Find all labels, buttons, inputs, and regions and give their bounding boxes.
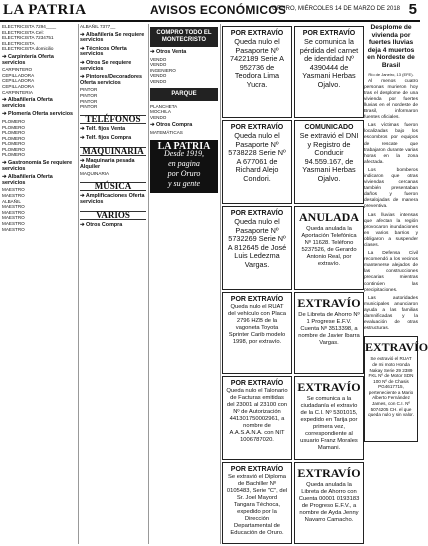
classified-line: VENDO — [150, 62, 167, 68]
notice-body: Se extravió el Diploma de Bachiller Nº 0105483, Serie "C", del Sr. Joel Mayord Tangara Téchoca, expedido por la Dirección Departamental de Educación de Oruro. — [226, 474, 288, 536]
notice-box — [222, 206, 292, 290]
notice-title: POR EXTRAVÍO — [230, 296, 284, 303]
notice-title: EXTRAVÍO — [297, 380, 361, 394]
notice-title: COMUNICADO — [304, 124, 354, 131]
classified-line: MAESTRO — [2, 204, 25, 210]
promo-name: LA PATRIA — [157, 140, 211, 152]
classified-line: PLOMERO — [2, 124, 25, 130]
classified-line: ELECTRICISTA domicilio — [2, 46, 54, 52]
notice-title: POR EXTRAVÍO — [230, 210, 284, 217]
section-heading: TELÉFONOS — [80, 115, 146, 125]
classified-line: CEPILLADORA — [2, 83, 35, 89]
notice-body: Queda nulo el RUAT del vehículo con Placa 2796 HZB de la vagoneta Toyota Sprinter Carib modelo 1998, por extravío. — [227, 304, 286, 345]
classified-line: PLOMERO — [2, 118, 25, 124]
notice-box — [294, 462, 364, 544]
notice-body: Queda nulo el Pasaporte Nº 5732269 Serie Nº A 812645 de José Luis Ledezma Vargas. — [227, 217, 287, 269]
classified-line: CARPINTERO — [2, 67, 33, 73]
notice-box — [222, 292, 292, 374]
classified-line: CARPINTERIA — [2, 89, 33, 95]
newspaper-name: LA PATRIA — [3, 2, 87, 18]
notice-title: ANULADA — [299, 210, 359, 224]
notice-body: Se extravió el RUAT de mi moto Honda Nakay Serie 29 2389 FKL Nº de Motor SDN 100 Nº de Chasis PG4617715, perteneciente a Mario Alberto Fernández James, con C.I. Nº 5074205 CH. el que queda nulo y sin valor. — [368, 356, 414, 418]
notice-title: POR EXTRAVÍO — [230, 30, 284, 37]
classified-line: MAESTRO — [2, 193, 25, 199]
classified-line: ELECTRICISTA — [2, 40, 35, 46]
section-heading: VARIOS — [80, 211, 146, 221]
classified-line: VENDO — [150, 73, 167, 79]
notice-body: De Libreta de Ahorro Nº 1 Progrese E.F.V. Cuenta Nº 3513398, a nombre de Javier Ibarra Vargas. — [298, 312, 360, 346]
notice-body: Queda anulada la Libreta de Ahorro con Cuenta 00001 0193183 de Progreso E.F.V., a nombre de Ayda Jenny Navarro Camacho. — [298, 482, 360, 523]
classified-line: PINTOR — [80, 92, 98, 98]
classified-line: ELECTRICISTA Cel: — [2, 29, 44, 35]
classified-line: VENDO — [150, 78, 167, 84]
classified-line: MAESTRO — [2, 215, 25, 221]
story-paragraph: La Defensa Civil recomendó a los vecinos mantenerse alejados de las construcciones precarias mientras continúen las precipitaciones. — [364, 251, 418, 293]
classified-line: MAESTRO — [2, 221, 25, 226]
page-number: 5 — [408, 1, 417, 18]
promo-line: en pagina — [168, 159, 200, 169]
category-heading: ➔ Otros Se requiere servicios — [80, 59, 132, 72]
classified-line: ELECTRICISTA 7234751 — [2, 35, 54, 41]
notice-body: Se comunica la pérdida del carnet de identidad Nº 4390444 de Yasmani Herbas Ojalvo. — [299, 37, 359, 89]
classified-line: PLOMERO — [2, 141, 25, 147]
classified-line: ELECTRICISTA 7294____ — [2, 24, 57, 29]
classified-line: MAESTRO — [2, 209, 25, 215]
column-divider — [220, 24, 221, 544]
section-title: AVISOS ECONÓMICOS — [150, 3, 287, 17]
section-heading: MAQUINARIA — [80, 147, 146, 157]
notice-box — [222, 120, 292, 204]
category-heading: ➔ Telf. fijos Venta — [80, 126, 126, 133]
notice-box — [364, 336, 428, 442]
classified-line: MATEMÁTICAS — [150, 129, 183, 135]
classified-line: PLANCHETA — [150, 103, 178, 109]
classified-line: PLOMERO — [2, 130, 25, 136]
notice-box — [294, 376, 364, 460]
section-heading: MÚSICA — [80, 182, 146, 192]
classified-line: PLOMERO — [2, 152, 25, 158]
story-paragraph: Las autoridades municipales anunciaron ayuda a las familias damnificadas y la evaluación de otras estructuras. — [364, 295, 418, 332]
news-story — [364, 24, 428, 544]
category-heading: ➔ Maquinaria pesada Alquiler — [80, 158, 135, 170]
classified-line: ALBAÑIL — [2, 198, 21, 204]
category-heading: ➔ Técnicos Oferta servicios — [80, 45, 127, 58]
notice-box — [294, 120, 364, 204]
notice-box — [294, 206, 364, 290]
display-ad: COMPRO TODO EL MONTECRISTO — [150, 27, 218, 47]
category-heading: ➔ Carpintería Oferta servicios — [2, 53, 54, 66]
notice-box — [222, 462, 292, 544]
category-heading: ➔ Plomería Oferta servicios — [2, 111, 74, 118]
notice-title: POR EXTRAVÍO — [302, 30, 356, 37]
classified-line: VENDO — [150, 56, 167, 62]
classified-line: MAESTRO — [2, 226, 25, 232]
classified-line: PINTOR — [80, 104, 98, 110]
notice-box — [294, 292, 364, 374]
story-byline: Río de Janeiro, 13 (EFE). — [368, 71, 414, 77]
classified-line: CEPILLADORA — [2, 72, 35, 78]
story-paragraph: Las lluvias intensas que afectan la región provocaron inundaciones en varios barrios y obligaron a suspender clases. — [364, 212, 418, 248]
promo-line: Desde 1919, — [164, 149, 204, 159]
notice-box — [294, 26, 364, 118]
promo-line: y su gente — [168, 179, 200, 189]
category-heading: ➔ Albañilería Oferta servicios — [2, 97, 53, 109]
classified-line: PLOMERO — [2, 135, 25, 141]
classifieds-column-1 — [2, 24, 76, 544]
category-heading: ➔ Otros Compra — [150, 122, 193, 129]
classified-line: MAESTRO — [2, 187, 25, 193]
category-heading: ➔ Gastronomía Se requiere servicios — [2, 160, 73, 172]
category-heading: ➔ Pintores/Decoradores Oferta servicios — [80, 74, 143, 86]
story-paragraph: Las víctimas fueron localizadas bajo los escombros por equipos de rescate que trabajaron durante varias horas en la zona afectada. — [364, 123, 418, 165]
story-body — [364, 79, 418, 333]
classified-line: PLOMERO — [2, 146, 25, 152]
classifieds-column-3 — [150, 24, 218, 544]
column-divider — [78, 24, 79, 544]
notice-title: POR EXTRAVÍO — [230, 124, 284, 131]
classified-line: PINTOR — [80, 87, 98, 93]
notice-box — [222, 376, 292, 460]
category-heading: ➔ Otros Compra — [80, 222, 123, 229]
notice-body: Queda nulo el Talonario de Facturas emitidas del 23001 al 23100 con Nº de Autorización 441301750002961, a nombre de A.A.S.A.N.A. con NIT 1006787020. — [226, 388, 288, 443]
story-paragraph: Al menos cuatro personas murieron hoy tras el desplome de una vivienda por fuertes lluvias en el nordeste de Brasil, informaron fuentes oficiales. — [364, 78, 418, 121]
notice-title: POR EXTRAVÍO — [230, 380, 284, 387]
classified-line: ALBAÑIL 7377__ — [80, 24, 116, 29]
classifieds-column-2 — [80, 24, 146, 544]
dateline: ORURO, MIÉRCOLES 14 DE MARZO DE 2018 — [272, 6, 400, 12]
classified-line: INGENIERO — [150, 67, 176, 73]
notice-title: EXTRAVÍO — [297, 466, 361, 480]
story-paragraph: Los bomberos indicaron que otras viviendas cercanas también presentaban daños y fueron desalojadas de manera preventiva. — [364, 167, 418, 210]
category-heading: ➔ Telf. fijos Compra — [80, 134, 132, 141]
newspaper-promo — [150, 140, 218, 194]
classified-line: VENDO — [150, 114, 167, 120]
story-headline: Desplome de vivienda por fuertes lluvias deja 4 muertos en Nordeste de Brasil — [367, 24, 415, 69]
promo-line: por Oruro — [167, 169, 201, 179]
notice-body: Se comunica a la ciudadanía el extravío de la C.I. Nº 5301015, expedido en Tarija por primera vez, correspondiente al usuario Franz Morales Mamani. — [300, 396, 358, 451]
notice-title: POR EXTRAVÍO — [230, 466, 284, 473]
category-heading: ➔ Otros Venta — [150, 49, 187, 55]
category-heading: ➔ Albañilería Oferta servicios — [2, 174, 53, 186]
column-divider — [148, 24, 149, 544]
notice-body: Queda anulada la Aportación Telefónica Nº 11628. Teléfono 5237526, de Gerardo Antonio Real, por extravío. — [301, 226, 357, 267]
notice-box — [222, 26, 292, 118]
notice-title: EXTRAVÍO — [297, 296, 361, 310]
notice-body: Se extravió el DNI y Registro de Conducir 94.559.167, de Yasmani Herbas Ojalvo. — [299, 131, 359, 183]
classified-line: PINTOR — [80, 98, 98, 104]
classified-line: CEPILLADORA — [2, 78, 35, 84]
notice-body: Queda nulo el Pasaporte Nº 5738228 Serie Nº A 677061 de Richard Alejo Condori. — [228, 131, 286, 183]
classified-line: MAQUINARIA — [80, 171, 110, 177]
category-heading: ➔ Albañilería Se requiere servicios — [80, 31, 145, 44]
notice-body: Queda nulo el Pasaporte Nº 7422189 Serie A 952736 de Teodora Lima Yucra. — [230, 37, 284, 89]
notice-title: EXTRAVÍO — [365, 340, 428, 355]
display-ad: PARQUE — [150, 88, 218, 101]
classified-line: MOCHILA — [150, 109, 171, 115]
category-heading: ➔ Amplificaciones Oferta servicios — [80, 193, 145, 206]
masthead — [0, 0, 420, 22]
